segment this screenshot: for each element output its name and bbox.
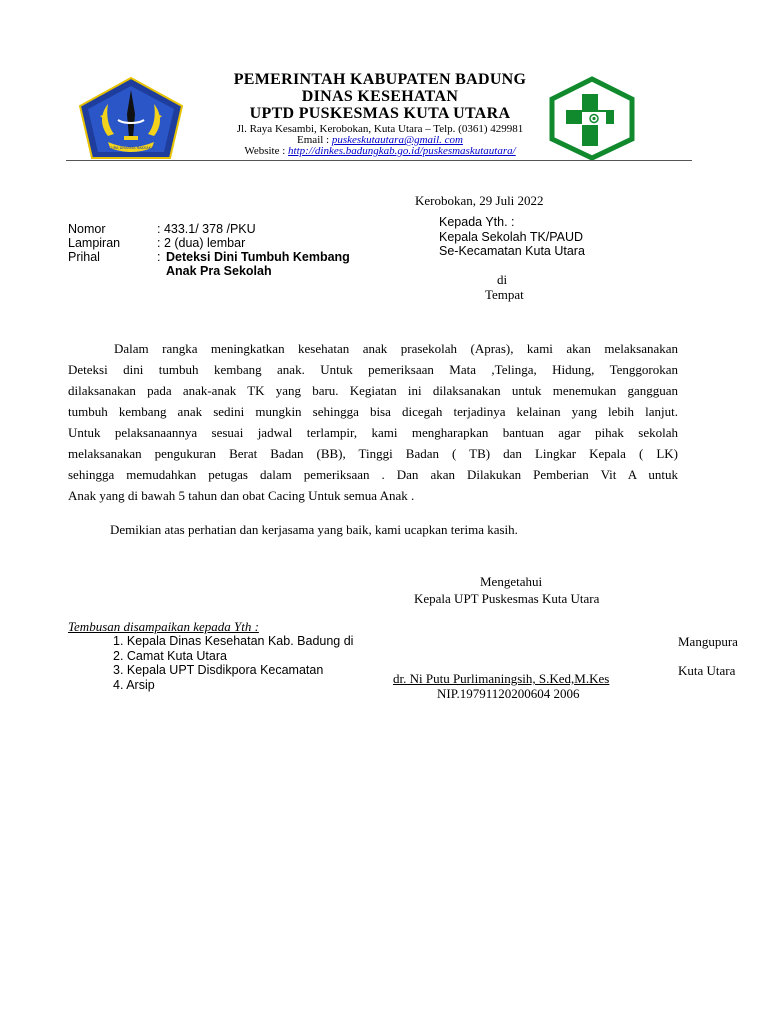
cc-location-kuta: Kuta Utara [678, 663, 736, 678]
body-line: Dalam rangka meningkatkan kesehatan anak prasekolah (Apras), kami akan melaksanakan [114, 341, 678, 356]
letterhead-office: UPTD PUSKESMAS KUTA UTARA [249, 105, 511, 122]
body-line: Anak yang di bawah 5 tahun dan obat Cacing Untuk semua Anak . [68, 488, 415, 503]
signature-name: dr. Ni Putu Purlimaningsih, S.Ked,M.Kes [393, 671, 610, 686]
recipient-salutation: Kepada Yth. : [439, 215, 515, 229]
nomor-label: Nomor [68, 222, 106, 236]
recipient-di: di [497, 272, 508, 287]
recipient-title: Kepala Sekolah TK/PAUD [439, 230, 584, 244]
recipient-place: Tempat [485, 287, 524, 302]
cc-location-badung: Mangupura [678, 634, 738, 649]
nomor-value: : 433.1/ 378 /PKU [157, 222, 256, 236]
recipient-area: Se-Kecamatan Kuta Utara [439, 244, 585, 258]
signature-nip: NIP.19791120200604 2006 [437, 686, 580, 701]
cc-heading: Tembusan disampaikan kepada Yth : [68, 619, 259, 634]
body-line: dilaksanakan pada anak-anak TK yang baru. Kegiatan ini dilaksanakan untuk menemukan gangguan [68, 383, 678, 398]
letterhead-divider [66, 160, 692, 161]
prihal-colon: : [157, 250, 161, 264]
letterhead-department: DINAS KESEHATAN [301, 88, 459, 105]
cc-item: 4. Arsip [113, 678, 155, 692]
body-paragraph-2: Demikian atas perhatian dan kerjasama yang baik, kami ucapkan terima kasih. [110, 522, 518, 537]
signature-position: Kepala UPT Puskesmas Kuta Utara [414, 591, 600, 606]
letterhead-website-row [140, 145, 620, 157]
badung-logo-motto: CURA DHARMA RAKSAKA [108, 146, 154, 150]
email-link[interactable]: puskeskutautara@gmail. com [331, 134, 463, 146]
letterhead-address: Jl. Raya Kesambi, Kerobokan, Kuta Utara – Telp. (0361) 429981 [236, 123, 524, 135]
body-line: Deteksi dini tumbuh kembang anak. Untuk pemeriksaan Mata ,Telinga, Hidung, Tenggorokan [68, 362, 678, 377]
prihal-subject-line1: Deteksi Dini Tumbuh Kembang [166, 250, 350, 264]
lampiran-label: Lampiran [68, 236, 121, 250]
prihal-label: Prihal [68, 250, 100, 264]
cc-item: 2. Camat Kuta Utara [113, 649, 227, 663]
prihal-subject-line2: Anak Pra Sekolah [166, 264, 272, 278]
body-line: tumbuh kembang anak sedini mungkin sehingga bisa dicegah terjadinya kelainan yang lebih lanjut. [68, 404, 678, 419]
website-link[interactable]: http://dinkes.badungkab.go.id/puskesmaskutautara/ [288, 145, 516, 157]
cc-item: 3. Kepala UPT Disdikpora Kecamatan [113, 663, 324, 677]
body-line: sehingga memudahkan petugas dalam pemeriksaan . Dan akan Dilakukan Pemberian Vit A untuk [68, 467, 678, 482]
website-label: Website : [244, 145, 289, 157]
lampiran-value: : 2 (dua) lembar [157, 236, 246, 250]
letter-date: Kerobokan, 29 Juli 2022 [415, 193, 544, 208]
email-label: Email : [297, 134, 332, 146]
body-paragraph-1 [68, 338, 678, 506]
cc-item: 1. Kepala Dinas Kesehatan Kab. Badung di [113, 634, 354, 648]
letterhead-government: PEMERINTAH KABUPATEN BADUNG [233, 71, 527, 88]
signature-acknowledged: Mengetahui [480, 574, 543, 589]
body-line: Untuk pelaksanaannya sesuai jadwal terlampir, kami mengharapkan bantuan agar pihak sekolah [68, 425, 678, 440]
body-line: melaksanakan pengukuran Berat Badan (BB), Tinggi Badan ( TB) dan Lingkar Kepala ( LK) [68, 446, 678, 461]
